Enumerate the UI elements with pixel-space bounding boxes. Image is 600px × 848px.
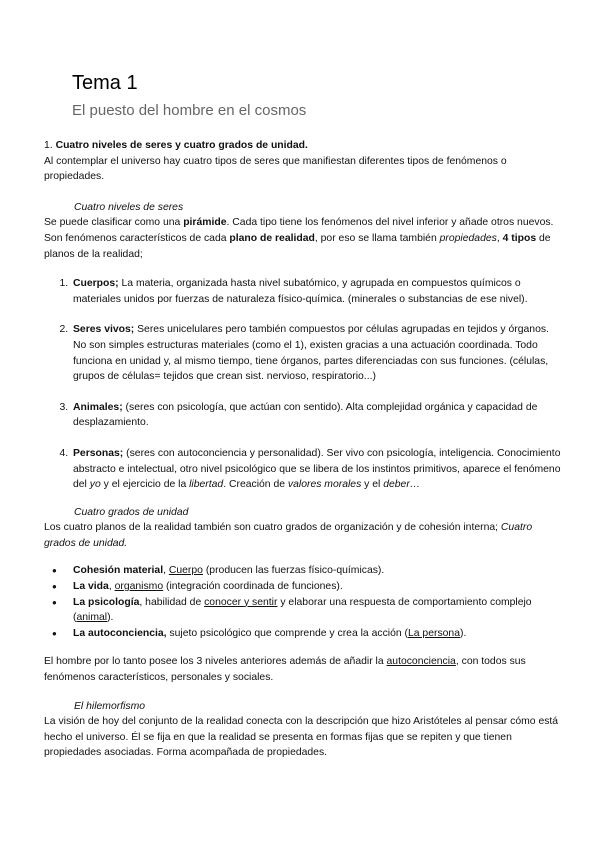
list-item: ● La autoconciencia, sujeto psicológico que comprende y crea la acción (La persona). (71, 626, 564, 642)
hilemorfismo-paragraph: La visión de hoy del conjunto de la realidad conecta con la descripción que hizo Aristóteles al pensar cómo está hecho el universo. Él se fija en que la realidad se presenta en formas fijas que se repiten y que tienen propiedades asociadas. Forma acompañada de propiedades. (44, 716, 559, 759)
page-title: Tema 1 (72, 72, 138, 94)
section-heading-text: Cuatro niveles de seres y cuatro grados de unidad. (55, 140, 308, 151)
list-item: 2. Seres vivos; Seres unicelulares pero también compuestos por células agrupadas en tejidos y órganos. No son simples estructuras materiales (como el 1), existen gracias a una actuación coordinada. Todo funciona en unidad y, al mismo tiempo, tiene órganos, partes diferenciadas con sus funciones. (células, grupos de células= tejidos que crean sist. nervioso, respiratorio...) (71, 322, 564, 384)
grados-list (44, 563, 564, 641)
keyword-autoconciencia: autoconciencia (386, 656, 456, 668)
list-item: ● La vida, organismo (integración coordinada de funciones). (71, 579, 564, 595)
keyword-cuatro-grados: Cuatro grados de unidad. (44, 522, 533, 549)
list-item: 4. Personas; (seres con autoconciencia y personalidad). Ser vivo con psicología, inteligencia. Conocimiento abstracto e intelectual, otro nivel psicológico que se libera de los instintos primitivos, aparece el fenómeno del yo y el ejercicio de la libertad. Creación de valores morales y el deber… (71, 446, 564, 493)
section-heading (44, 138, 564, 154)
document-body (44, 138, 564, 761)
list-item: 3. Animales; (seres con psicología, que actúan con sentido). Alta complejidad orgánica y capacidad de desplazamiento. (71, 400, 564, 431)
subheading-hilemorfismo: El hilemorfismo (74, 700, 146, 712)
list-item: ● Cohesión material, Cuerpo (producen las fuerzas físico-químicas). (71, 563, 564, 579)
subheading-niveles: Cuatro niveles de seres (74, 201, 184, 213)
grados-closing-paragraph: El hombre por lo tanto posee los 3 niveles anteriores además de añadir la autoconciencia, con todos sus fenómenos característicos, personales y sociales. (44, 656, 526, 684)
niveles-list (44, 276, 564, 493)
section-number: 1. (44, 140, 56, 151)
keyword-plano-realidad: plano de realidad (229, 232, 315, 244)
keyword-4-tipos: 4 tipos (502, 232, 537, 244)
niveles-paragraph: Se puede clasificar como una pirámide. Cada tipo tiene los fenómenos del nivel inferior y añade otros nuevos. Son fenómenos característicos de cada plano de realidad, por eso se llama también propiedades, 4 tipos de planos de la realidad; (44, 217, 554, 260)
section-intro: Al contemplar el universo hay cuatro tipos de seres que manifiestan diferentes tipos de fenómenos o propiedades. (44, 155, 507, 183)
keyword-propiedades: propiedades (439, 232, 497, 244)
list-item: 1. Cuerpos; La materia, organizada hasta nivel subatómico, y agrupada en compuestos químicos o materiales unidos por fuerzas de naturaleza físico-química. (minerales o substancias de ese nivel). (71, 276, 564, 307)
page-subtitle: El puesto del hombre en el cosmos (72, 102, 307, 119)
subheading-grados: Cuatro grados de unidad (74, 506, 189, 518)
keyword-piramide: pirámide (183, 217, 227, 229)
grados-paragraph: Los cuatro planos de la realidad también son cuatro grados de organización y de cohesión interna; Cuatro grados de unidad. (44, 522, 533, 549)
list-item: ● La psicología, habilidad de conocer y sentir y elaborar una respuesta de comportamiento complejo (animal). (71, 595, 564, 626)
